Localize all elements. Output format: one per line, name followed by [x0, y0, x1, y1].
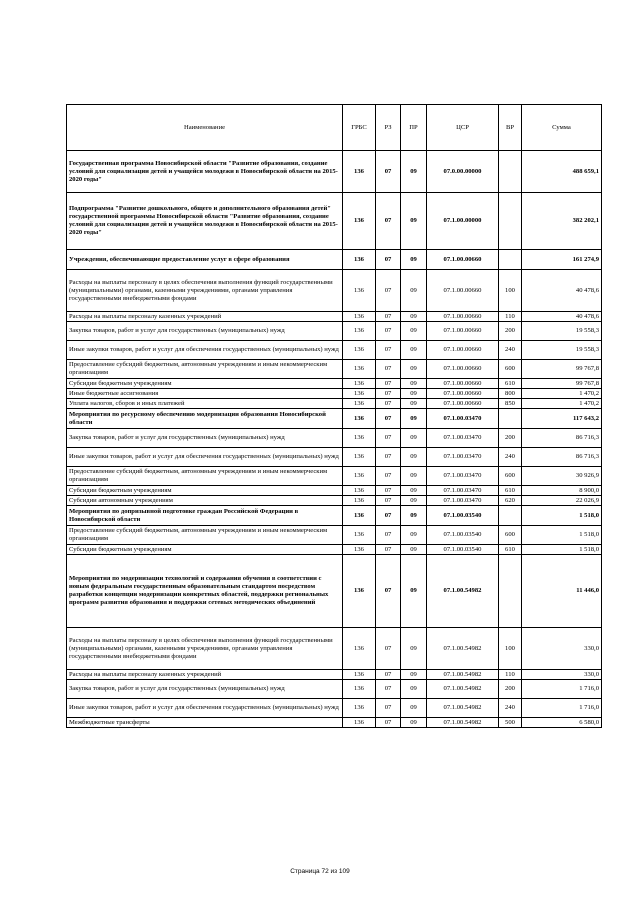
cell-rz: 07 [376, 486, 401, 496]
table-row [67, 545, 602, 555]
cell-grbs: 136 [343, 341, 376, 360]
cell-pr: 09 [401, 360, 427, 379]
cell-grbs: 136 [343, 429, 376, 448]
cell-sum: 161 274,9 [522, 250, 602, 270]
cell-vr: 110 [499, 670, 522, 680]
cell-sum: 1 470,2 [522, 399, 602, 409]
cell-rz: 07 [376, 193, 401, 250]
cell-rz: 07 [376, 360, 401, 379]
cell-grbs: 136 [343, 312, 376, 322]
cell-sum: 40 478,6 [522, 312, 602, 322]
cell-name: Закупка товаров, работ и услуг для государственных (муниципальных) нужд [67, 322, 343, 341]
cell-pr: 09 [401, 448, 427, 467]
cell-sum: 1 518,0 [522, 526, 602, 545]
cell-rz: 07 [376, 448, 401, 467]
cell-csr: 07.1.00.00660 [427, 399, 499, 409]
cell-vr: 610 [499, 486, 522, 496]
cell-csr: 07.1.00.00660 [427, 360, 499, 379]
cell-name: Иные закупки товаров, работ и услуг для обеспечения государственных (муниципальных) нужд [67, 448, 343, 467]
cell-vr: 200 [499, 429, 522, 448]
cell-sum: 99 767,8 [522, 360, 602, 379]
cell-csr: 07.1.00.00660 [427, 341, 499, 360]
header-rz: РЗ [376, 105, 401, 151]
cell-pr: 09 [401, 555, 427, 628]
cell-sum: 1 518,0 [522, 506, 602, 526]
cell-pr: 09 [401, 718, 427, 728]
cell-name: Закупка товаров, работ и услуг для государственных (муниципальных) нужд [67, 429, 343, 448]
table-row [67, 389, 602, 399]
cell-grbs: 136 [343, 506, 376, 526]
cell-name: Субсидии бюджетным учреждениям [67, 379, 343, 389]
cell-vr: 500 [499, 718, 522, 728]
cell-vr: 200 [499, 322, 522, 341]
cell-pr: 09 [401, 270, 427, 312]
cell-rz: 07 [376, 341, 401, 360]
table-row [67, 670, 602, 680]
cell-pr: 09 [401, 399, 427, 409]
cell-csr: 07.1.00.03540 [427, 526, 499, 545]
section-row [67, 193, 602, 250]
cell-grbs: 136 [343, 467, 376, 486]
cell-rz: 07 [376, 429, 401, 448]
cell-grbs: 136 [343, 680, 376, 699]
cell-csr: 07.1.00.03540 [427, 506, 499, 526]
cell-vr [499, 151, 522, 193]
cell-pr: 09 [401, 389, 427, 399]
cell-pr: 09 [401, 486, 427, 496]
cell-rz: 07 [376, 545, 401, 555]
cell-sum: 99 767,8 [522, 379, 602, 389]
cell-name: Уплата налогов, сборов и иных платежей [67, 399, 343, 409]
cell-csr: 07.1.00.54982 [427, 680, 499, 699]
cell-rz: 07 [376, 270, 401, 312]
cell-vr: 850 [499, 399, 522, 409]
cell-rz: 07 [376, 718, 401, 728]
cell-csr: 07.1.00.03470 [427, 448, 499, 467]
table-row [67, 680, 602, 699]
cell-name: Иные бюджетные ассигнования [67, 389, 343, 399]
cell-name: Расходы на выплаты персоналу казенных учреждений [67, 312, 343, 322]
cell-grbs: 136 [343, 496, 376, 506]
cell-pr: 09 [401, 379, 427, 389]
cell-grbs: 136 [343, 409, 376, 429]
table-row [67, 270, 602, 312]
table-row [67, 448, 602, 467]
header-grbs: ГРБС [343, 105, 376, 151]
cell-vr: 200 [499, 680, 522, 699]
cell-vr: 600 [499, 526, 522, 545]
section-row [67, 151, 602, 193]
cell-csr: 07.1.00.54982 [427, 718, 499, 728]
cell-vr [499, 193, 522, 250]
cell-pr: 09 [401, 151, 427, 193]
section-row [67, 250, 602, 270]
cell-sum: 382 202,1 [522, 193, 602, 250]
cell-name: Мероприятия по допризывной подготовке граждан Российской Федерации в Новосибирской области [67, 506, 343, 526]
table-row [67, 496, 602, 506]
cell-rz: 07 [376, 389, 401, 399]
table-row [67, 312, 602, 322]
cell-csr: 07.1.00.54982 [427, 555, 499, 628]
table-row [67, 379, 602, 389]
table-row [67, 341, 602, 360]
cell-sum: 330,0 [522, 670, 602, 680]
cell-grbs: 136 [343, 545, 376, 555]
cell-sum: 1 518,0 [522, 545, 602, 555]
cell-grbs: 136 [343, 360, 376, 379]
cell-pr: 09 [401, 322, 427, 341]
cell-grbs: 136 [343, 699, 376, 718]
cell-csr: 07.1.00.03470 [427, 409, 499, 429]
table-row [67, 486, 602, 496]
table-row [67, 399, 602, 409]
cell-grbs: 136 [343, 399, 376, 409]
cell-pr: 09 [401, 312, 427, 322]
cell-vr: 100 [499, 628, 522, 670]
cell-sum: 86 716,3 [522, 448, 602, 467]
cell-grbs: 136 [343, 151, 376, 193]
cell-sum: 117 643,2 [522, 409, 602, 429]
header-csr: ЦСР [427, 105, 499, 151]
cell-grbs: 136 [343, 486, 376, 496]
cell-rz: 07 [376, 670, 401, 680]
section-row [67, 506, 602, 526]
budget-table [66, 104, 602, 728]
cell-name: Иные закупки товаров, работ и услуг для обеспечения государственных (муниципальных) нужд [67, 341, 343, 360]
cell-rz: 07 [376, 312, 401, 322]
cell-vr: 610 [499, 545, 522, 555]
cell-grbs: 136 [343, 670, 376, 680]
header-row [67, 105, 602, 151]
cell-grbs: 136 [343, 628, 376, 670]
cell-pr: 09 [401, 193, 427, 250]
cell-rz: 07 [376, 322, 401, 341]
cell-rz: 07 [376, 526, 401, 545]
cell-name: Субсидии бюджетным учреждениям [67, 545, 343, 555]
table-row [67, 628, 602, 670]
cell-sum: 6 580,0 [522, 718, 602, 728]
cell-pr: 09 [401, 526, 427, 545]
cell-vr: 240 [499, 341, 522, 360]
section-row [67, 555, 602, 628]
header-vr: ВР [499, 105, 522, 151]
cell-name: Мероприятия по модернизации технологий и содержания обучения в соответствии с новым федеральным государственным образовательным стандартом посредством разработки концепции модернизации конкретных областей, поддержки региональных программ развития образования и поддержки сетевых методических объединений [67, 555, 343, 628]
cell-csr: 07.0.00.00000 [427, 151, 499, 193]
section-row [67, 409, 602, 429]
cell-vr [499, 250, 522, 270]
cell-sum: 1 470,2 [522, 389, 602, 399]
cell-grbs: 136 [343, 193, 376, 250]
cell-pr: 09 [401, 341, 427, 360]
cell-pr: 09 [401, 506, 427, 526]
cell-sum: 1 716,0 [522, 680, 602, 699]
cell-csr: 07.1.00.00660 [427, 312, 499, 322]
cell-grbs: 136 [343, 718, 376, 728]
cell-name: Субсидии автономным учреждениям [67, 496, 343, 506]
cell-grbs: 136 [343, 389, 376, 399]
cell-vr: 240 [499, 699, 522, 718]
cell-vr: 600 [499, 360, 522, 379]
cell-sum: 11 446,0 [522, 555, 602, 628]
table-body [67, 151, 602, 728]
cell-pr: 09 [401, 467, 427, 486]
cell-rz: 07 [376, 409, 401, 429]
cell-rz: 07 [376, 555, 401, 628]
cell-grbs: 136 [343, 555, 376, 628]
cell-rz: 07 [376, 680, 401, 699]
header-sum: Сумма [522, 105, 602, 151]
cell-rz: 07 [376, 496, 401, 506]
header-pr: ПР [401, 105, 427, 151]
cell-name: Расходы на выплаты персоналу казенных учреждений [67, 670, 343, 680]
cell-pr: 09 [401, 670, 427, 680]
cell-sum: 19 558,3 [522, 322, 602, 341]
header-name: Наименование [67, 105, 343, 151]
cell-vr: 620 [499, 496, 522, 506]
cell-vr: 800 [499, 389, 522, 399]
cell-name: Субсидии бюджетным учреждениям [67, 486, 343, 496]
cell-csr: 07.1.00.00000 [427, 193, 499, 250]
table-row [67, 526, 602, 545]
cell-csr: 07.1.00.03470 [427, 467, 499, 486]
cell-vr: 240 [499, 448, 522, 467]
cell-rz: 07 [376, 506, 401, 526]
cell-grbs: 136 [343, 322, 376, 341]
table-header [67, 105, 602, 151]
cell-vr: 600 [499, 467, 522, 486]
cell-rz: 07 [376, 628, 401, 670]
cell-csr: 07.1.00.00660 [427, 250, 499, 270]
cell-vr: 100 [499, 270, 522, 312]
cell-vr: 610 [499, 379, 522, 389]
cell-pr: 09 [401, 250, 427, 270]
cell-name: Государственная программа Новосибирской области "Развитие образования, создание условий для социализации детей и учащейся молодежи в Новосибирской области на 2015-2020 годы" [67, 151, 343, 193]
cell-vr [499, 409, 522, 429]
cell-vr [499, 506, 522, 526]
cell-sum: 330,0 [522, 628, 602, 670]
cell-csr: 07.1.00.03470 [427, 429, 499, 448]
cell-csr: 07.1.00.54982 [427, 628, 499, 670]
table-row [67, 467, 602, 486]
cell-rz: 07 [376, 151, 401, 193]
cell-grbs: 136 [343, 379, 376, 389]
cell-rz: 07 [376, 399, 401, 409]
cell-csr: 07.1.00.03470 [427, 496, 499, 506]
page-number: Страница 72 из 109 [290, 868, 350, 875]
cell-pr: 09 [401, 699, 427, 718]
cell-sum: 8 900,0 [522, 486, 602, 496]
cell-csr: 07.1.00.00660 [427, 270, 499, 312]
table-row [67, 360, 602, 379]
cell-pr: 09 [401, 628, 427, 670]
cell-csr: 07.1.00.54982 [427, 699, 499, 718]
cell-sum: 30 926,9 [522, 467, 602, 486]
table-row [67, 718, 602, 728]
cell-grbs: 136 [343, 526, 376, 545]
cell-pr: 09 [401, 409, 427, 429]
cell-name: Предоставление субсидий бюджетным, автономным учреждениям и иным некоммерческим организациям [67, 467, 343, 486]
table-row [67, 699, 602, 718]
cell-sum: 1 716,0 [522, 699, 602, 718]
cell-vr [499, 555, 522, 628]
cell-rz: 07 [376, 699, 401, 718]
cell-csr: 07.1.00.54982 [427, 670, 499, 680]
cell-csr: 07.1.00.00660 [427, 389, 499, 399]
cell-name: Подпрограмма "Развитие дошкольного, общего и дополнительного образования детей" государственной программы Новосибирской области "Развитие образования, создание условий для социализации детей и учащейся молодежи в Новосибирской области на 2015-2020 годы" [67, 193, 343, 250]
cell-csr: 07.1.00.03540 [427, 545, 499, 555]
cell-name: Межбюджетные трансферты [67, 718, 343, 728]
cell-pr: 09 [401, 545, 427, 555]
cell-name: Мероприятия по ресурсному обеспечению модернизации образования Новосибирской области [67, 409, 343, 429]
cell-grbs: 136 [343, 270, 376, 312]
cell-pr: 09 [401, 429, 427, 448]
cell-pr: 09 [401, 496, 427, 506]
cell-name: Предоставление субсидий бюджетным, автономным учреждениям и иным некоммерческим организациям [67, 360, 343, 379]
cell-rz: 07 [376, 379, 401, 389]
cell-csr: 07.1.00.00660 [427, 379, 499, 389]
cell-sum: 86 716,3 [522, 429, 602, 448]
cell-sum: 22 026,9 [522, 496, 602, 506]
cell-name: Закупка товаров, работ и услуг для государственных (муниципальных) нужд [67, 680, 343, 699]
table-row [67, 322, 602, 341]
cell-name: Расходы на выплаты персоналу в целях обеспечения выполнения функций государственными (муниципальными) органами, казенными учреждениями, органами управления государственными внебюджетными фондами [67, 628, 343, 670]
cell-csr: 07.1.00.03470 [427, 486, 499, 496]
cell-sum: 40 478,6 [522, 270, 602, 312]
cell-sum: 488 659,1 [522, 151, 602, 193]
cell-pr: 09 [401, 680, 427, 699]
cell-name: Предоставление субсидий бюджетным, автономным учреждениям и иным некоммерческим организациям [67, 526, 343, 545]
cell-rz: 07 [376, 467, 401, 486]
cell-vr: 110 [499, 312, 522, 322]
cell-name: Учреждения, обеспечивающие предоставление услуг в сфере образования [67, 250, 343, 270]
cell-grbs: 136 [343, 448, 376, 467]
cell-grbs: 136 [343, 250, 376, 270]
cell-rz: 07 [376, 250, 401, 270]
cell-csr: 07.1.00.00660 [427, 322, 499, 341]
cell-name: Иные закупки товаров, работ и услуг для обеспечения государственных (муниципальных) нужд [67, 699, 343, 718]
table-row [67, 429, 602, 448]
cell-name: Расходы на выплаты персоналу в целях обеспечения выполнения функций государственными (муниципальными) органами, казенными учреждениями, органами управления государственными внебюджетными фондами [67, 270, 343, 312]
cell-sum: 19 558,3 [522, 341, 602, 360]
